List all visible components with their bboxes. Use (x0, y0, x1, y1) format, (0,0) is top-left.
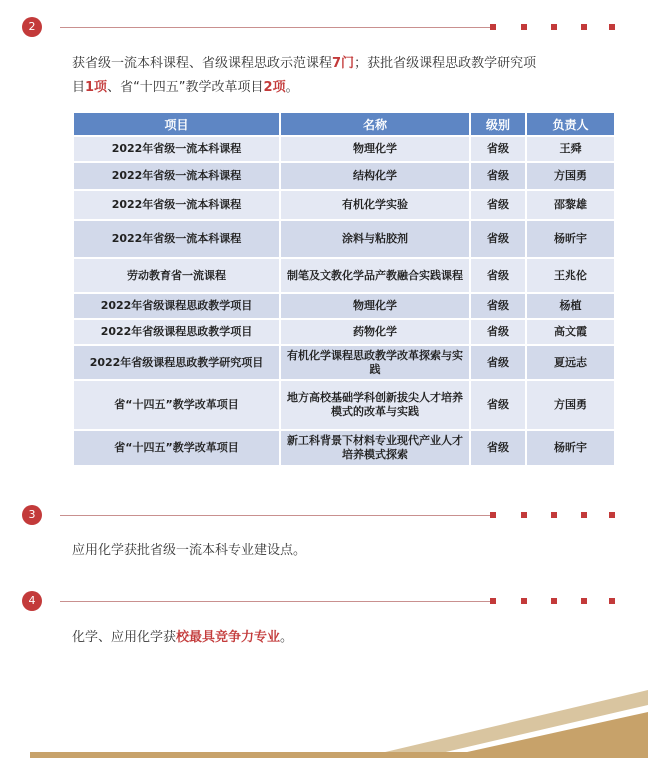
paragraph-line-1: 获省级一流本科课程、省级课程思政示范课程7门；获批省级课程思政教学研究项 (72, 56, 537, 71)
cell-project: 省“十四五”教学改革项目 (74, 431, 279, 465)
cell-name: 结构化学 (281, 163, 469, 189)
cell-name: 制笔及文教化学品产教融合实践课程 (281, 259, 469, 292)
cell-name: 药物化学 (281, 320, 469, 344)
cell-name: 物理化学 (281, 137, 469, 161)
column-header-level: 级别 (471, 113, 525, 135)
section-number-badge: 2 (22, 17, 42, 37)
cell-lead: 王舜 (527, 137, 614, 161)
paragraph-line-2: 目1项、省“十四五”教学改革项目2项。 (72, 80, 299, 95)
cell-lead: 高文霞 (527, 320, 614, 344)
column-header-lead: 负责人 (527, 113, 614, 135)
cell-name: 物理化学 (281, 294, 469, 318)
cell-lead: 方国勇 (527, 381, 614, 429)
cell-lead: 杨昕宇 (527, 431, 614, 465)
cell-project: 2022年省级课程思政教学项目 (74, 294, 279, 318)
cell-project: 劳动教育省一流课程 (74, 259, 279, 292)
cell-project: 省“十四五”教学改革项目 (74, 381, 279, 429)
cell-name: 有机化学课程思政教学改革探索与实践 (281, 346, 469, 379)
cell-project: 2022年省级一流本科课程 (74, 137, 279, 161)
cell-name: 地方高校基础学科创新拔尖人才培养模式的改革与实践 (281, 381, 469, 429)
section-3-paragraph: 应用化学获批省级一流本科专业建设点。 (72, 543, 307, 558)
cell-name: 新工科背景下材料专业现代产业人才培养模式探索 (281, 431, 469, 465)
cell-project: 2022年省级课程思政教学研究项目 (74, 346, 279, 379)
cell-level: 省级 (471, 320, 525, 344)
cell-level: 省级 (471, 294, 525, 318)
section-4-paragraph: 化学、应用化学获校最具竞争力专业。 (72, 630, 294, 645)
cell-lead: 王兆伦 (527, 259, 614, 292)
column-header-name: 名称 (281, 113, 469, 135)
cell-level: 省级 (471, 381, 525, 429)
cell-lead: 夏远志 (527, 346, 614, 379)
column-header-project: 项目 (74, 113, 279, 135)
cell-level: 省级 (471, 431, 525, 465)
cell-lead: 杨昕宇 (527, 221, 614, 257)
cell-name: 涂料与粘胶剂 (281, 221, 469, 257)
cell-name: 有机化学实验 (281, 191, 469, 219)
cell-level: 省级 (471, 163, 525, 189)
cell-level: 省级 (471, 137, 525, 161)
cell-lead: 杨植 (527, 294, 614, 318)
cell-project: 2022年省级一流本科课程 (74, 221, 279, 257)
cell-lead: 方国勇 (527, 163, 614, 189)
section-number-badge: 4 (22, 591, 42, 611)
cell-project: 2022年省级一流本科课程 (74, 163, 279, 189)
cell-level: 省级 (471, 346, 525, 379)
cell-project: 2022年省级一流本科课程 (74, 191, 279, 219)
cell-project: 2022年省级课程思政教学项目 (74, 320, 279, 344)
cell-level: 省级 (471, 191, 525, 219)
cell-lead: 邵黎雄 (527, 191, 614, 219)
cell-level: 省级 (471, 259, 525, 292)
section-number-badge: 3 (22, 505, 42, 525)
cell-level: 省级 (471, 221, 525, 257)
